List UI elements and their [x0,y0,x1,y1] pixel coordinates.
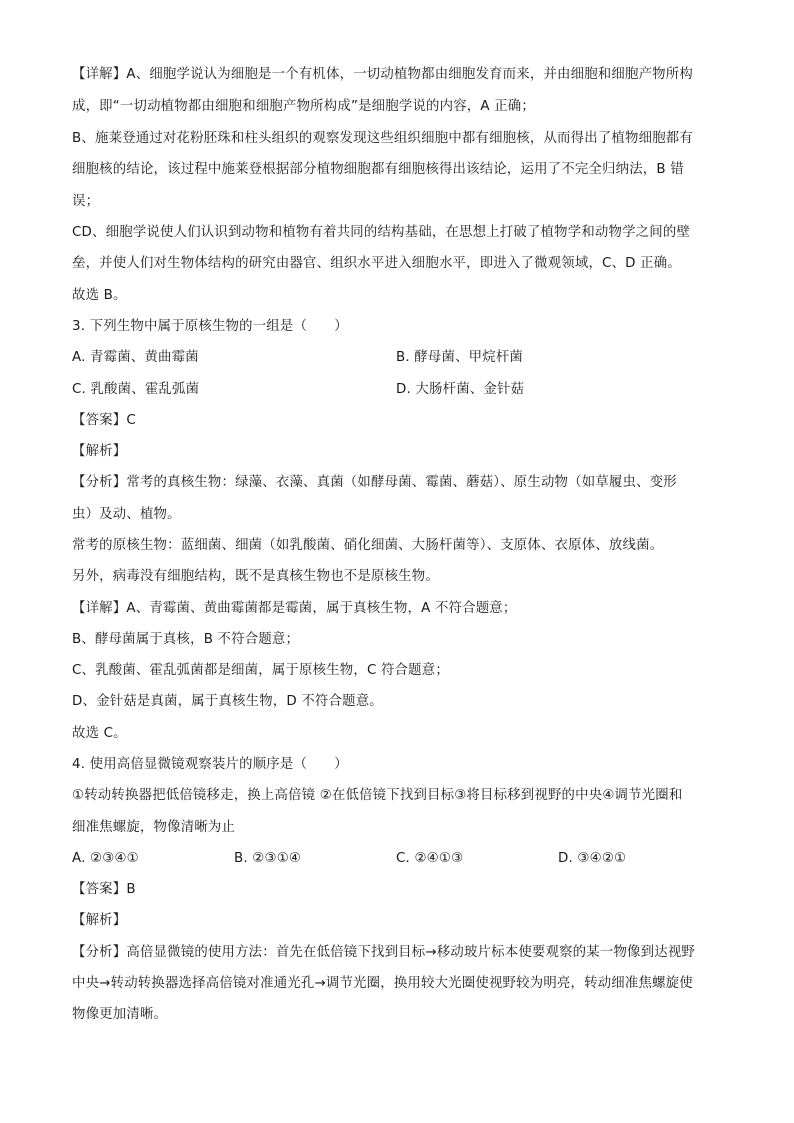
q4-steps-line-2: 细准焦螺旋，物像清晰为止 [72,820,236,835]
q4-option-d: D. ③④②① [558,851,627,866]
q3-explanation-line-2: 虫）及动、植物。 [72,507,181,522]
q3-option-a: A. 青霉菌、黄曲霉菌 [72,350,199,365]
q4-stem: 4. 使用高倍显微镜观察装片的顺序是（ ） [72,757,348,772]
q3-analysis-label: 【解析】 [72,444,127,459]
q3-explanation-line-7: C、乳酸菌、霍乱弧菌都是细菌，属于原核生物，C 符合题意； [72,663,449,678]
q4-analysis-label: 【解析】 [72,913,127,928]
q4-option-c: C. ②④①③ [396,851,464,866]
q4-option-b: B. ②③①④ [234,851,302,866]
q3-option-b: B. 酵母菌、甲烷杆菌 [396,350,524,365]
q3-explanation-line-8: D、金针菇是真菌，属于真核生物，D 不符合题意。 [72,694,383,709]
q3-explanation-line-6: B、酵母菌属于真核，B 不符合题意； [72,632,300,647]
q4-explanation-line-2: 中央→转动转换器选择高倍镜对准通光孔→调节光圈，换用较大光圈使视野较为明亮，转动细准焦螺旋使 [72,976,693,991]
q2-detail-line-7: 垒，并使人们对生物体结构的研究由器官、组织水平进入细胞水平，即进入了微观领域，C、D 正确。 [72,256,681,271]
q3-answer: 【答案】C [72,413,136,428]
q2-detail-line-6: CD、细胞学说使人们认识到动物和植物有着共同的结构基础，在思想上打破了植物学和动物学之间的壁 [72,225,691,240]
q3-option-c: C. 乳酸菌、霍乱弧菌 [72,382,200,397]
q2-detail-line-1: 【详解】A、细胞学说认为细胞是一个有机体，一切动植物都由细胞发育而来，并由细胞和细胞产物所构 [72,67,693,82]
q3-explanation-line-1: 【分析】常考的真核生物：绿藻、衣藻、真菌（如酵母菌、霉菌、蘑菇）、原生动物（如草履虫、变形 [72,475,677,490]
q4-explanation-line-3: 物像更加清晰。 [72,1007,168,1022]
q3-explanation-line-5: 【详解】A、青霉菌、黄曲霉菌都是霉菌，属于真核生物，A 不符合题意； [72,601,517,616]
q4-option-a: A. ②③④① [72,851,139,866]
q4-explanation-line-1: 【分析】高倍显微镜的使用方法：首先在低倍镜下找到目标→移动玻片标本使要观察的某一物像到达视野 [72,945,695,960]
q2-conclusion: 故选 B。 [72,288,127,303]
q3-explanation-line-4: 另外，病毒没有细胞结构，既不是真核生物也不是原核生物。 [72,569,439,584]
q3-conclusion: 故选 C。 [72,726,127,741]
q2-detail-line-4: 细胞核的结论，该过程中施莱登根据部分植物细胞都有细胞核得出该结论，运用了不完全归纳法，B 错 [72,162,684,177]
q3-stem: 3. 下列生物中属于原核生物的一组是（ ） [72,319,348,334]
q4-answer: 【答案】B [72,882,136,897]
q2-detail-line-5: 误； [72,194,100,209]
q4-steps-line-1: ①转动转换器把低倍镜移走，换上高倍镜 ②在低倍镜下找到目标③将目标移到视野的中央④调节光圈和 [72,788,683,803]
q3-option-d: D. 大肠杆菌、金针菇 [396,382,525,397]
q2-detail-line-3: B、施莱登通过对花粉胚珠和柱头组织的观察发现这些组织细胞中都有细胞核，从而得出了植物细胞都有 [72,131,693,146]
q3-explanation-line-3: 常考的原核生物：蓝细菌、细菌（如乳酸菌、硝化细菌、大肠杆菌等）、支原体、衣原体、放线菌。 [72,538,664,553]
q2-detail-line-2: 成，即“一切动植物都由细胞和细胞产物所构成”是细胞学说的内容，A 正确； [72,99,535,114]
